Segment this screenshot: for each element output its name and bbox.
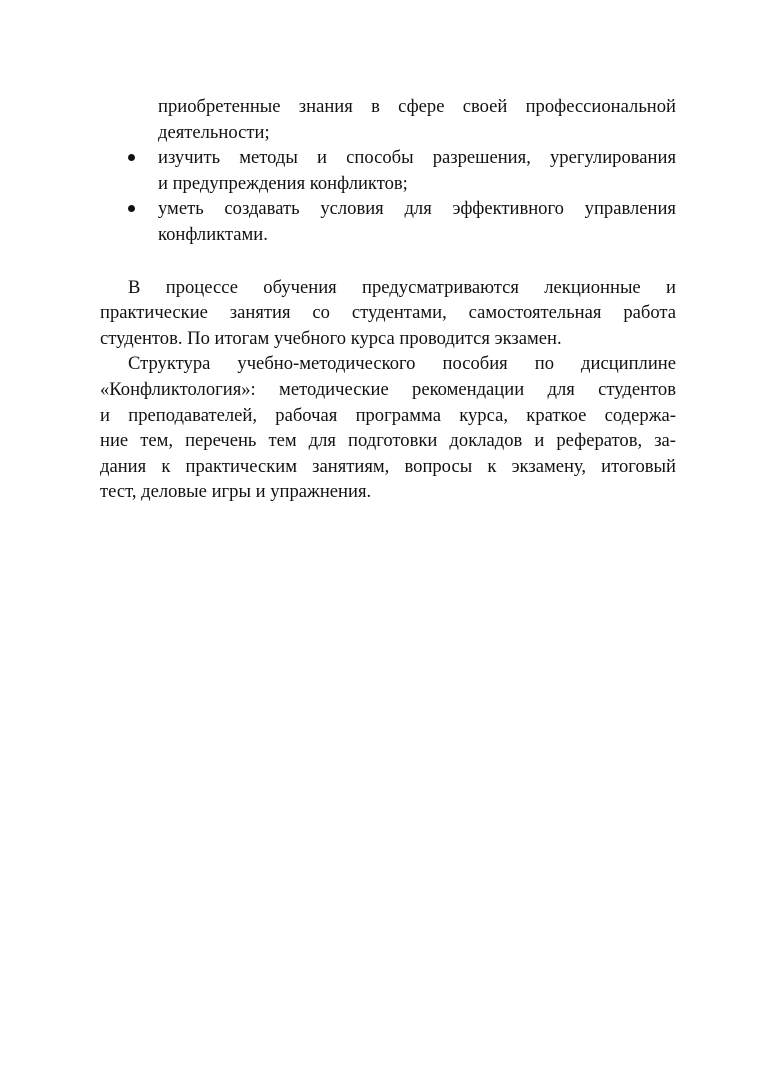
- bullet-icon: [128, 205, 135, 212]
- document-page: [100, 94, 676, 505]
- text-line: дания к практическим занятиям, вопросы к экзамену, итоговый: [100, 455, 676, 477]
- text-line: и преподавателей, рабочая программа курса, краткое содержа-: [100, 404, 676, 426]
- text-line: конфликтами.: [158, 223, 268, 245]
- bullet-icon: [128, 154, 135, 161]
- text-line: «Конфликтология»: методические рекомендации для студентов: [100, 378, 676, 400]
- text-line: и предупреждения конфликтов;: [158, 172, 408, 194]
- text-line: ние тем, перечень тем для подготовки докладов и рефератов, за-: [100, 430, 676, 452]
- text-line: деятельности;: [158, 121, 270, 143]
- list-item: [100, 145, 676, 196]
- list-item: [100, 196, 676, 247]
- text-line: изучить методы и способы разрешения, урегулирования: [158, 147, 676, 169]
- text-line: уметь создавать условия для эффективного управления: [158, 198, 676, 220]
- text-line: тест, деловые игры и упражнения.: [100, 481, 372, 503]
- text-line: В процессе обучения предусматриваются лекционные и: [128, 276, 676, 298]
- paragraph: [100, 351, 676, 505]
- text-line: практические занятия со студентами, самостоятельная работа: [100, 302, 676, 324]
- paragraph: [100, 275, 676, 352]
- text-line: студентов. По итогам учебного курса проводится экзамен.: [100, 327, 562, 349]
- spacer: [100, 248, 676, 275]
- text-line: Структура учебно-методического пособия по дисциплине: [128, 353, 676, 375]
- text-line: приобретенные знания в сфере своей профессиональной: [158, 96, 676, 117]
- list-continuation: [100, 94, 676, 145]
